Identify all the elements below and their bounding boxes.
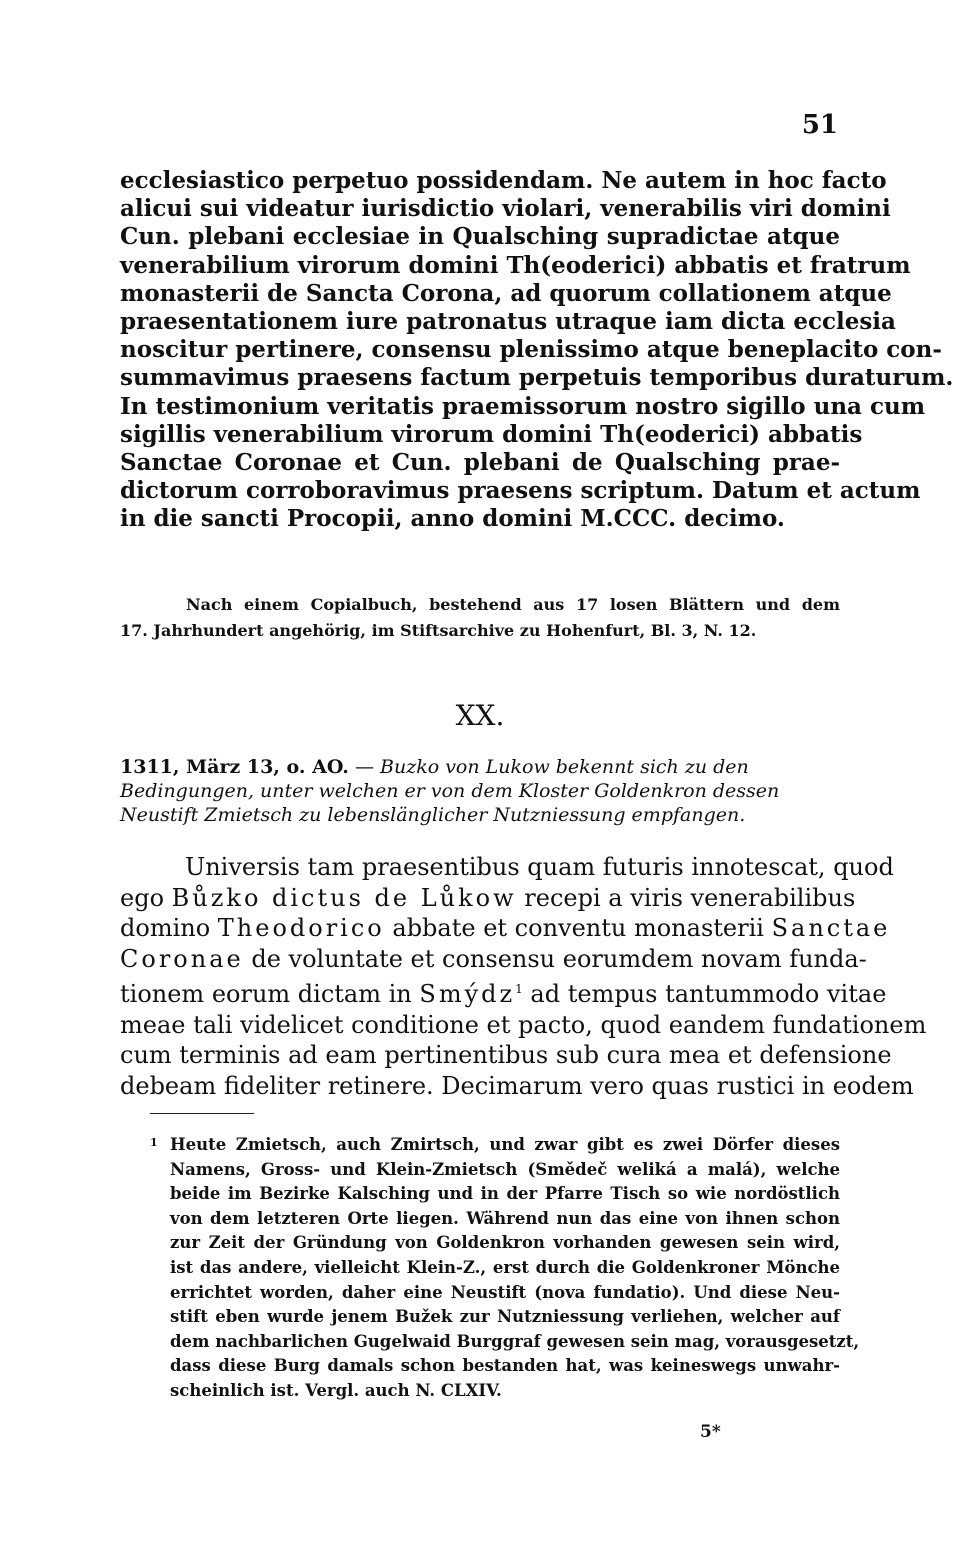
footnote-line: dem nachbarlichen Gugelwaid Burggraf gewesen sein mag, vorausgesetzt, — [170, 1331, 860, 1351]
archival-note — [120, 592, 840, 644]
footnote-line: errichtet worden, daher eine Neustift (nova fundatio). Und diese Neu- — [170, 1282, 840, 1302]
text-line: dictorum corroboravimus praesens scriptum. Datum et actum — [120, 477, 921, 505]
text-run: ad tempus tantummodo vitae — [522, 980, 887, 1008]
text-line — [120, 883, 856, 914]
charter-paragraph — [120, 852, 927, 1101]
text-line: Sanctae Coronae et Cun. plebani de Qualsching prae- — [120, 449, 840, 477]
footnote-line: stift eben wurde jenem Bužek zur Nutzniessung verliehen, welcher auf — [170, 1307, 840, 1327]
text-line: In testimonium veritatis praemissorum nostro sigillo una cum — [120, 392, 926, 420]
text-run: abbate et conventu monasterii — [384, 914, 772, 942]
archival-note-line: Nach einem Copialbuch, bestehend aus 17 losen Blättern und dem — [186, 595, 840, 614]
text-line — [120, 913, 891, 944]
regest — [120, 755, 840, 827]
archival-note-line: 17. Jahrhundert angehörig, im Stiftsarchive zu Hohenfurt, Bl. 3, N. 12. — [120, 621, 757, 640]
footnote-marker: 1 — [150, 1136, 158, 1149]
person-name: Bůzko dictus de Lůkow — [171, 883, 517, 912]
regest-dash: — — [348, 756, 380, 778]
text-line: ecclesiastico perpetuo possidendam. Ne autem in hoc facto — [120, 167, 887, 194]
text-run: recepi a viris venerabilibus — [516, 883, 856, 912]
text-line: monasterii de Sancta Corona, ad quorum collationem atque — [120, 279, 892, 307]
footnote-reference: 1 — [515, 982, 523, 996]
text-line: in die sancti Procopii, anno domini M.CCC. decimo. — [120, 505, 785, 533]
footnote — [150, 1133, 860, 1404]
text-line: noscitur pertinere, consensu plenissimo atque beneplacito con- — [120, 336, 942, 364]
text-line: meae tali videlicet conditione et pacto, quod eandem fundationem — [120, 1010, 927, 1039]
footnote-line: ist das andere, vielleicht Klein-Z., erst durch die Goldenkroner Mönche — [170, 1257, 840, 1277]
text-line: Cun. plebani ecclesiae in Qualsching supradictae atque — [120, 223, 840, 251]
document-number-heading: XX. — [455, 699, 505, 732]
text-line: praesentationem iure patronatus utraque iam dicta ecclesia — [120, 308, 896, 336]
footnote-divider — [150, 1113, 254, 1114]
text-line: debeam fideliter retinere. Decimarum vero quas rustici in eodem — [120, 1071, 914, 1100]
footnote-line: Heute Zmietsch, auch Zmirtsch, und zwar gibt es zwei Dörfer dieses — [170, 1135, 840, 1154]
text-line: summavimus praesens factum perpetuis temporibus duraturum. — [120, 364, 954, 392]
text-line: Universis tam praesentibus quam futuris innotescat, quod — [185, 853, 894, 881]
text-run: tionem eorum dictam in — [120, 980, 420, 1008]
footnote-line: scheinlich ist. Vergl. auch N. CLXIV. — [170, 1380, 502, 1400]
text-line: cum terminis ad eam pertinentibus sub cura mea et defensione — [120, 1041, 892, 1069]
text-line: venerabilium virorum domini Th(eoderici) abbatis et fratrum — [120, 251, 911, 279]
footnote-line: beide im Bezirke Kalsching und in der Pfarre Tisch so wie nordöstlich — [170, 1184, 840, 1204]
text-line — [120, 944, 867, 975]
text-run: domino — [120, 914, 218, 942]
place-name: Sanctae — [771, 914, 891, 942]
place-name: Smýdz — [419, 980, 516, 1008]
sheet-signature: 5* — [700, 1422, 721, 1442]
person-name: Theodorico — [217, 914, 385, 942]
footnote-line: von dem letzteren Orte liegen. Während nun das eine von ihnen schon — [170, 1208, 840, 1228]
text-line: sigillis venerabilium virorum domini Th(eoderici) abbatis — [120, 420, 863, 448]
footnote-line: zur Zeit der Gründung von Goldenkron vorhanden gewesen sein wird, — [170, 1233, 840, 1253]
text-run: ego — [120, 883, 172, 912]
footnote-line: Namens, Gross- und Klein-Zmietsch (Smědeč weliká a malá), welche — [170, 1159, 840, 1179]
intro-paragraph — [120, 167, 954, 534]
place-name: Coronae — [120, 944, 244, 973]
text-line: alicui sui videatur iurisdictio violari, venerabilis viri domini — [120, 195, 891, 223]
text-line — [120, 974, 887, 1010]
regest-date: 1311, März 13, o. AO. — [120, 756, 349, 778]
text-run: de voluntate et consensu eorumdem novam funda- — [243, 944, 867, 973]
page-number: 51 — [801, 110, 838, 140]
regest-summary: Buzko von Lukow bekennt sich zu den Bedingungen, unter welchen er von dem Kloster Goldenkron dessen Neustift Zmietsch zu lebenslänglicher Nutzniessung empfangen. — [120, 756, 780, 826]
footnote-line: dass diese Burg damals schon bestanden hat, was keineswegs unwahr- — [170, 1356, 840, 1376]
